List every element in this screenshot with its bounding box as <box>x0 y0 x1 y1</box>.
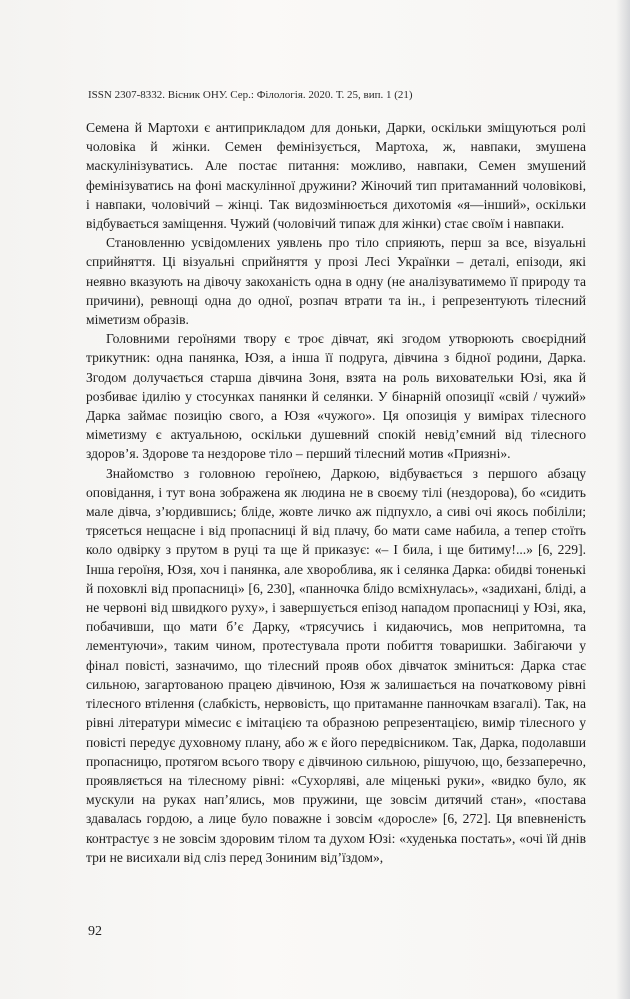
paragraph-3: Головними героїнями твору є троє дівчат, які згодом утворюють своєрідний трикутник: одна панянка, Юзя, а інша її подруга, дівчина з бідної родини, Дарка. Згодом долучається старша дівчина Зоня, взята на роль виховательки Юзі, яка й розбиває ідилію у стосунках панянки й селянки. У бінарній опозиції «свій / чужий» Дарка займає позицію свого, а Юзя «чужого». Ця опозиція у вимірах тілесного міметизму є актуальною, оскільки душевний спокій невід’ємний від тілесного здоров’я. Здорове та нездорове тіло – перший тілесний мотив «Приязні». <box>86 331 586 462</box>
paragraph-1: Семена й Мартохи є антиприкладом для доньки, Дарки, оскільки зміщуються ролі чоловіка й жінки. Семен фемінізується, Мартоха, ж, навпаки, змушена маскулінізуватись. Але постає питання: можливо, навпаки, Семен змушений фемінізуватись на фоні маскулінної дружини? Жіночий тип притаманний чоловікові, і навпаки, чоловічий – жінці. Так видозмінюється дихотомія «я—інший», оскільки відбувається заміщення. Чужий (чоловічий типаж для жінки) стає своїм і навпаки. <box>86 120 586 232</box>
page-number: 92 <box>88 924 102 939</box>
paragraph-2: Становленню усвідомлених уявлень про тіло сприяють, перш за все, візуальні сприйняття. Ці візуальні сприйняття у прозі Лесі Українки – деталі, епізоди, які неявно вказують на дівочу закоханість одна в одну (не аналізуватимемо її природу та причини), ревнощі одна до одної, розпач втрати та ін., і репрезентують тілесний міметизм образів. <box>86 235 586 328</box>
page-edge-shadow <box>616 0 630 999</box>
running-header: ISSN 2307-8332. Вісник ОНУ. Сер.: Філологія. 2020. Т. 25, вип. 1 (21) <box>88 89 413 101</box>
paragraph-4: Знайомство з головною героїнею, Даркою, відбувається з першого абзацу оповідання, і тут вона зображена як людина не в своєму тілі (нездорова), бо «сидить мале дівча, з’юрдившись; бліде, жовте личко аж підпухло, а сиві очі якось побіліли; трясеться нещасне і від пропасниці й від плачу, бо мати саме набила, а тепер стоїть коло одвірку з прутом в руці та ще й приказує: «– І била, і ще битиму!...» [6, 229]. Інша героїня, Юзя, хоч і панянка, але хвороблива, як і селянка Дарка: обидві тоненькі й поховклі від пропасниці» [6, 230], «панночка блідо всміхнулась», «задихані, бліді, а не червоні від швидкого руху», і завершується епізод нападом пропасниці у Юзі, яка, побачивши, що мати б’є Дарку, «трясучись і кидаючись, мов непритомна, та лементуючи», таким чином, протестувала проти побиття товаришки. Забігаючи у фінал повісті, зазначимо, що тілесний прояв обох дівчаток зміниться: Дарка стає сильною, загартованою працею дівчиною, Юзя ж залишається на початковому рівні тілесного втілення (слабкість, нервовість, що притаманне панночкам взагалі). Так, на рівні літератури мімесис є імітацією та образною репрезентацією, вимір тілесного у повісті передує духовному плану, або ж є його передвісником. Так, Дарка, подолавши пропасницю, протягом всього твору є дівчиною сильною, рішучою, що, беззаперечно, проявляється на тілесному рівні: «Сухорлявi, але міценькі руки», «видко було, як мускули на руках нап’ялись, мов пружини, ще зовсім дитячий стан», «постава здавалась гордою, а лице було поважне і зовсім «доросле» [6, 272]. Ця впевненість контрастує з не зовсім здоровим тілом та духом Юзі: «худенька постать», «очі їй днів три не висихали від сліз перед Зониним від’їздом», <box>86 465 586 865</box>
body-text <box>86 118 586 867</box>
